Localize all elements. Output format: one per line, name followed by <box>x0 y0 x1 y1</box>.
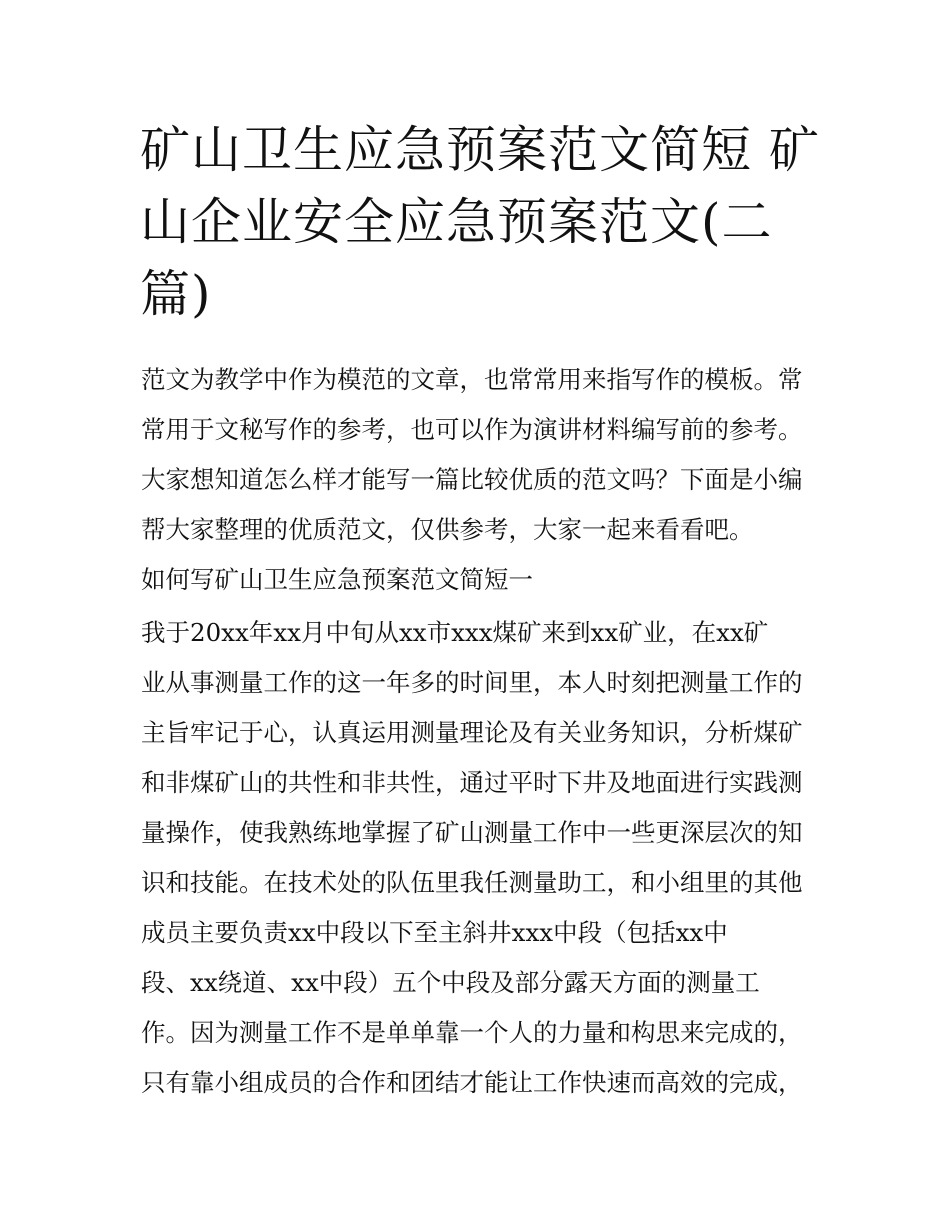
intro-line: 常用于文秘写作的参考，也可以作为演讲材料编写前的参考。 <box>141 415 803 444</box>
body-line: 量操作，使我熟练地掌握了矿山测量工作中一些更深层次的知 <box>141 818 803 847</box>
body-line: 只有靠小组成员的合作和团结才能让工作快速而高效的完成， <box>141 1068 803 1097</box>
section-heading: 如何写矿山卫生应急预案范文简短一 <box>141 565 533 594</box>
body-line: 段、xx绕道、xx中段）五个中段及部分露天方面的测量工 <box>141 968 760 997</box>
document-title: 矿山卫生应急预案范文简短 矿山企业安全应急预案范文(二篇) <box>140 121 820 323</box>
body-line: 成员主要负责xx中段以下至主斜井xxx中段（包括xx中 <box>141 918 728 947</box>
intro-line: 大家想知道怎么样才能写一篇比较优质的范文吗？下面是小编 <box>141 465 803 494</box>
body-line: 识和技能。在技术处的队伍里我任测量助工，和小组里的其他 <box>141 868 803 897</box>
body-line: 作。因为测量工作不是单单靠一个人的力量和构思来完成的， <box>141 1018 803 1047</box>
body-line: 业从事测量工作的这一年多的时间里，本人时刻把测量工作的 <box>141 668 803 697</box>
body-line: 主旨牢记于心，认真运用测量理论及有关业务知识，分析煤矿 <box>141 718 803 747</box>
intro-line: 帮大家整理的优质范文，仅供参考，大家一起来看看吧。 <box>141 515 754 544</box>
intro-line: 范文为教学中作为模范的文章，也常常用来指写作的模板。常 <box>141 365 803 394</box>
body-line: 我于20xx年xx月中旬从xx市xxx煤矿来到xx矿业，在xx矿 <box>141 618 769 647</box>
body-line: 和非煤矿山的共性和非共性，通过平时下井及地面进行实践测 <box>141 768 803 797</box>
